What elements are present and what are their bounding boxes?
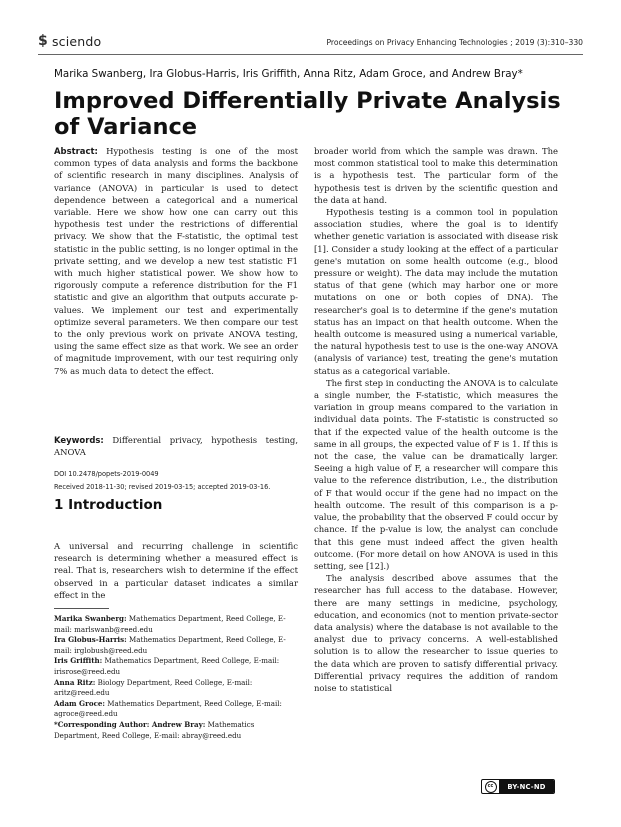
abstract-text: Hypothesis testing is one of the most common types of data analysis and forms the backbone of scientific research in many disciplines. Analysis of variance (ANOVA) in particular is used to detect dependence between a categorical and a numerical variable. Here we show how one can carry out this hypothesis test under the restrictions of differential privacy. We show that the F-statistic, the optimal test statistic in the public setting, is no longer optimal in the private setting, and we develop a new test statistic F1 with much higher statistical power. We show how to rigorously compute a reference distribution for the F1 statistic and give an algorithm that outputs accurate p-values. We implement our test and experimentally optimize several parameters. We then compare our test to the only previous work on private ANOVA testing, using the same effect size as that work. We see an order of magnitude improvement, with our test requiring only 7% as much data to detect the effect. [54,146,299,376]
affiliation-item [54,614,298,635]
affiliation-text: Mathematics Department, Reed College, E-mail: agroce@reed.edu [54,698,282,719]
body-right-column [314,145,558,694]
publisher-logo [38,33,101,49]
cc-symbol: cc [485,781,497,793]
keywords [54,434,298,458]
paper-title: Improved Differentially Private Analysis of Variance [54,88,561,140]
keywords-label: Keywords: [54,435,104,445]
body-paragraph: Hypothesis testing is a common tool in population association studies, where the goal is to identify whether genetic variation is associated with disease risk [1]. Consider a study looking at the effect of a particular gene's mutation on some health outcome (e.g., blood pressure or weight). The data may include the mutation status of that gene (which may harbor one or more mutations on one or both copies of DNA). The researcher's goal is to determine if the gene's mutation status has an impact on that health outcome. When the health outcome is measured using a numerical variable, the natural hypothesis test to use is the one-way ANOVA (analysis of variance) test, treating the gene's mutation status as a categorical variable. [314,207,558,376]
affiliation-name: Ira Globus-Harris: [54,635,127,645]
body-paragraph: The analysis described above assumes that the researcher has full access to the database. However, there are many settings in medicine, psychology, education, and economics (not to mention private-sector data analysis) where the database is not available to the analyst due to privacy concerns. A well-established solution is to allow the researcher to issue queries to the data which are proven to satisfy differential privacy. Differential privacy requires the addition of random noise to statistical [314,573,558,693]
abstract [54,145,298,377]
doi: DOI 10.2478/popets-2019-0049 [54,470,159,478]
author-affiliations [54,614,298,741]
affiliation-name: *Corresponding Author: Andrew Bray: [54,719,206,729]
affiliation-name: Adam Groce: [54,698,106,708]
author-list: Marika Swanberg, Ira Globus-Harris, Iris Griffith, Anna Ritz, Adam Groce, and Andrew Bray* [54,68,523,80]
introduction-text [54,540,298,601]
affiliation-text: Biology Department, Reed College, E-mail: aritz@reed.edu [54,677,253,698]
affiliation-text: Mathematics Department, Reed College, E-mail: marlswanb@reed.edu [54,614,286,634]
header-divider [38,54,583,55]
affiliation-name: Anna Ritz: [54,677,96,687]
body-paragraph: broader world from which the sample was drawn. The most common statistical tool to make this determination is a hypothesis test. The particular form of the hypothesis test is driven by the scientific question and the data at hand. [314,146,558,205]
section-heading-introduction: 1 Introduction [54,497,163,513]
introduction-paragraph: A universal and recurring challenge in scientific research is determining whether a measured effect is real. That is, researchers wish to determine if the effect observed in a particular dataset indicates a similar effect in the [54,541,298,600]
affiliation-name: Iris Griffith: [54,656,103,666]
abstract-label: Abstract: [54,146,98,156]
license-label: BY-NC-ND [499,780,554,793]
affiliation-text: Mathematics Department, Reed College, E-mail: irisrose@reed.edu [54,656,280,676]
creative-commons-icon [482,780,499,793]
affiliation-item [54,678,298,699]
footnote-divider [54,608,109,609]
affiliation-name: Marika Swanberg: [54,614,127,623]
affiliation-text: Mathematics Department, Reed College, E-mail: abray@reed.edu [54,719,255,740]
affiliation-item [54,720,298,741]
affiliation-item [54,635,298,656]
keywords-text: Differential privacy, hypothesis testing, ANOVA [54,435,298,458]
sciendo-logo-icon: $ [38,33,48,49]
license-badge[interactable] [481,779,555,794]
affiliation-item [54,699,298,720]
received-dates: Received 2018-11-30; revised 2019-03-15; accepted 2019-03-16. [54,483,271,491]
publisher-name: sciendo [51,33,102,49]
body-paragraph: The first step in conducting the ANOVA is to calculate a single number, the F-statistic, which measures the variation in group means compared to the variation in individual data points. The F-statistic is constructed so that if the expected value of the health outcome is the same in all groups, the expected value of F is 1. If this is not the case, the value can be dramatically larger. Seeing a high value of F, a researcher will compare this value to the reference distribution, i.e., the distribution of F that would occur if the gene had no impact on the health outcome. The result of this comparison is a p-value, the probability that the observed F could occur by chance. If the p-value is low, the analyst can conclude that this gene must indeed affect the given health outcome. (For more detail on how ANOVA is used in this setting, see [12].) [314,377,558,571]
journal-citation: Proceedings on Privacy Enhancing Technologies ; 2019 (3):310–330 [326,38,583,47]
affiliation-item [54,656,298,677]
affiliation-text: Mathematics Department, Reed College, E-mail: irglobush@reed.edu [54,635,286,655]
